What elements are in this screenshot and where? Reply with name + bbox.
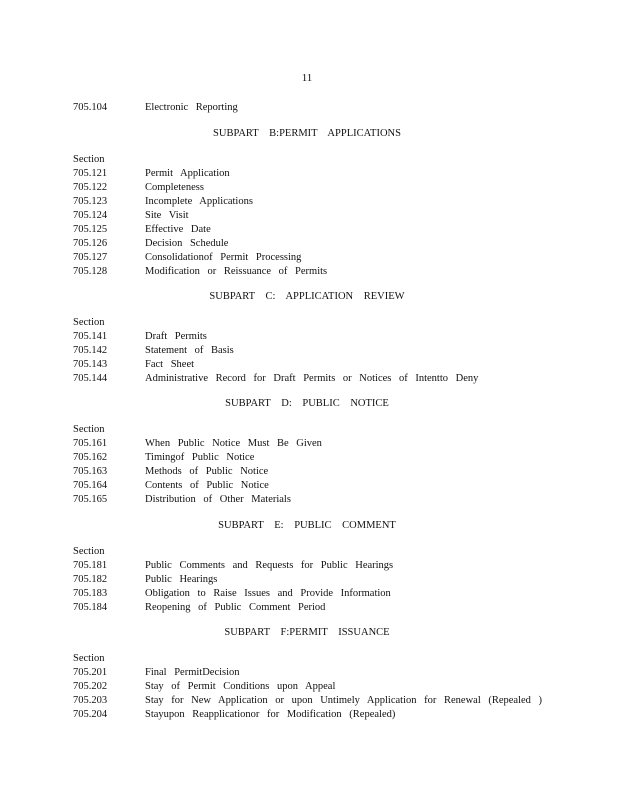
section-number: 705.141 <box>73 331 108 342</box>
toc-row <box>0 372 618 386</box>
subpart-b-list <box>0 153 618 279</box>
toc-row <box>0 181 618 195</box>
section-number: 705.142 <box>73 345 108 356</box>
section-number: 705.162 <box>73 452 108 463</box>
section-label: Section <box>73 653 105 664</box>
section-title: Public Comments and Requests for Public Hearings <box>145 560 394 571</box>
toc-row <box>0 101 618 115</box>
toc-row <box>0 493 618 507</box>
section-title: Distribution of Other Materials <box>145 494 291 505</box>
subpart-c-heading: SUBPART C: APPLICATION REVIEW <box>209 291 405 302</box>
section-number: 705.184 <box>73 602 108 613</box>
section-title: Completeness <box>145 182 204 193</box>
toc-row <box>0 479 618 493</box>
toc-row <box>0 694 618 708</box>
section-number: 705.161 <box>73 438 108 449</box>
section-title: Reopening of Public Comment Period <box>145 602 326 613</box>
toc-row <box>0 265 618 279</box>
toc-row <box>0 559 618 573</box>
toc-row <box>0 437 618 451</box>
section-number: 705.181 <box>73 560 108 571</box>
section-number: 705.182 <box>73 574 108 585</box>
section-title: Effective Date <box>145 224 211 235</box>
toc-row <box>0 344 618 358</box>
section-number: 705.104 <box>73 102 108 113</box>
subpart-d-list <box>0 423 618 507</box>
section-number: 705.183 <box>73 588 108 599</box>
section-label: Section <box>73 546 105 557</box>
toc-row <box>0 195 618 209</box>
section-number: 705.163 <box>73 466 108 477</box>
page-number: 11 <box>301 72 313 84</box>
section-number: 705.123 <box>73 196 108 207</box>
subpart-e-list <box>0 545 618 615</box>
section-number: 705.124 <box>73 210 108 221</box>
section-title: Timingof Public Notice <box>145 452 255 463</box>
section-title: Administrative Record for Draft Permits or Notices of Intentto Deny <box>145 373 479 384</box>
toc-row <box>0 330 618 344</box>
section-number: 705.121 <box>73 168 108 179</box>
toc-row <box>0 237 618 251</box>
section-number: 705.202 <box>73 681 108 692</box>
section-title: Stay of Permit Conditions upon Appeal <box>145 681 336 692</box>
toc-row <box>0 587 618 601</box>
toc-row <box>0 708 618 722</box>
section-title: Electronic Reporting <box>145 102 238 113</box>
section-title: Site Visit <box>145 210 189 221</box>
toc-row <box>0 223 618 237</box>
section-number: 705.203 <box>73 695 108 706</box>
toc-row <box>0 680 618 694</box>
section-number: 705.144 <box>73 373 108 384</box>
section-number: 705.143 <box>73 359 108 370</box>
section-number: 705.201 <box>73 667 108 678</box>
subpart-d-heading: SUBPART D: PUBLIC NOTICE <box>225 398 389 409</box>
section-label: Section <box>73 424 105 435</box>
section-number: 705.125 <box>73 224 108 235</box>
section-title: Fact Sheet <box>145 359 195 370</box>
section-title: Consolidationof Permit Processing <box>145 252 302 263</box>
section-number: 705.122 <box>73 182 108 193</box>
section-title: When Public Notice Must Be Given <box>145 438 322 449</box>
toc-row <box>0 666 618 680</box>
toc-row <box>0 601 618 615</box>
section-title: Permit Application <box>145 168 230 179</box>
section-number: 705.204 <box>73 709 108 720</box>
toc-row <box>0 167 618 181</box>
subpart-c-list <box>0 316 618 386</box>
section-title: Incomplete Applications <box>145 196 253 207</box>
toc-row <box>0 573 618 587</box>
toc-row <box>0 251 618 265</box>
section-title: Modification or Reissuance of Permits <box>145 266 328 277</box>
intro-entry <box>0 101 618 115</box>
section-number: 705.126 <box>73 238 108 249</box>
section-title: Contents of Public Notice <box>145 480 269 491</box>
section-title: Stay for New Application or upon Untimely Application for Renewal (Repealed ) <box>145 695 543 706</box>
section-number: 705.164 <box>73 480 108 491</box>
section-label: Section <box>73 154 105 165</box>
section-number: 705.128 <box>73 266 108 277</box>
toc-row <box>0 358 618 372</box>
section-title: Stayupon Reapplicationor for Modification (Repealed) <box>145 709 396 720</box>
section-title: Methods of Public Notice <box>145 466 269 477</box>
section-title: Public Hearings <box>145 574 218 585</box>
section-title: Final PermitDecision <box>145 667 240 678</box>
subpart-f-list <box>0 652 618 722</box>
section-title: Statement of Basis <box>145 345 234 356</box>
subpart-b-heading: SUBPART B:PERMIT APPLICATIONS <box>213 128 401 139</box>
section-title: Decision Schedule <box>145 238 229 249</box>
section-number: 705.127 <box>73 252 108 263</box>
section-label: Section <box>73 317 105 328</box>
toc-row <box>0 209 618 223</box>
toc-row <box>0 451 618 465</box>
subpart-f-heading: SUBPART F:PERMIT ISSUANCE <box>224 627 390 638</box>
subpart-e-heading: SUBPART E: PUBLIC COMMENT <box>218 520 396 531</box>
section-title: Obligation to Raise Issues and Provide Information <box>145 588 391 599</box>
toc-row <box>0 465 618 479</box>
section-title: Draft Permits <box>145 331 207 342</box>
section-number: 705.165 <box>73 494 108 505</box>
